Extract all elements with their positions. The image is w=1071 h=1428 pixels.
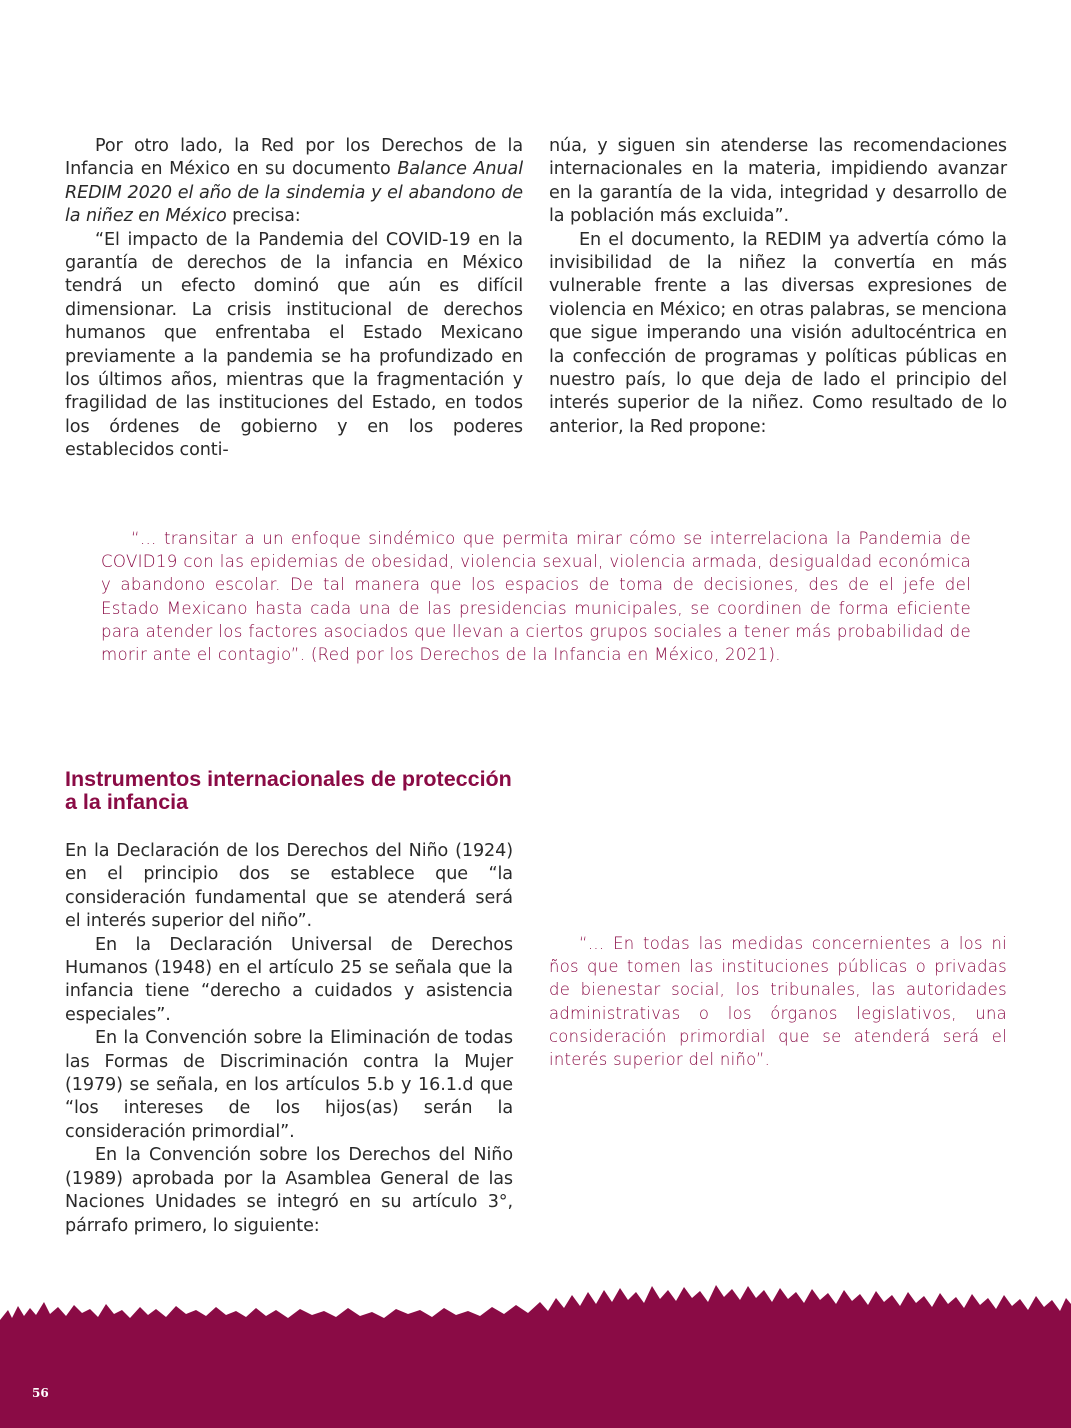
- paragraph-declaration-1948: En la Declaración Universal de Derechos Humanos (1948) en el artículo 25 se señala que la infancia tiene “derecho a cuidados y asistencia especiales”.: [65, 934, 513, 1025]
- quote-redim-text: “… transitar a un enfoque sindémico que permita mirar cómo se interrelaciona la Pandemia de COVID19 con las epidemias de obesidad, violencia sexual, violencia armada, desigualdad económica y abandono escolar. De tal manera que los espacios de toma de decisiones, des de el jefe del Estado Mexicano hasta cada una de las presidencias municipales, se coordinen de forma eficiente para atender los factores asociados que llevan a ciertos grupos sociales a tener más probabilidad de morir ante el contagio”. (Red por los Derechos de la Infancia en México, 2021).: [101, 529, 971, 665]
- page-number: 56: [32, 1386, 49, 1400]
- section-heading: Instrumentos internacionales de protección a la infancia: [65, 767, 512, 814]
- paragraph-continuation: núa, y siguen sin atenderse las recomendaciones internacionales en la materia, impidiendo avanzar en la garantía de la vida, integridad y desarrollo de la población más excluida”.: [549, 136, 1007, 227]
- footer-grass-shape: [0, 1285, 1071, 1428]
- paragraph-declaration-1924: En la Declaración de los Derechos del Niño (1924) en el principio dos se establece que “la consideración fundamental que se atenderá será el interés superior del niño”.: [65, 841, 513, 932]
- block-quote-convention: [549, 932, 1007, 1071]
- block-quote-redim: [101, 527, 971, 666]
- quote-convention-text: “… En todas las medidas concernientes a los ni ños que tomen las instituciones públicas o privadas de bienestar social, los tribunales, las autoridades administrativas o los órganos legislativos, una consideración primordial que se atenderá será el interés superior del niño”.: [549, 934, 1007, 1070]
- paragraph-intro: [65, 135, 523, 229]
- paragraph-redim: En el documento, la REDIM ya advertía cómo la invisibilidad de la niñez la convertía en más vulnerable frente a las diversas expresiones de violencia en México; en otras palabras, se menciona que sigue imperando una visión adultocéntrica en la confección de programas y políticas públicas en nuestro país, lo que deja de lado el principio del interés superior de la niñez. Como resultado de lo anterior, la Red propone:: [549, 229, 1007, 437]
- document-title: Balance Anual REDIM 2020 el año de la sindemia y el abandono de la niñez en México: [65, 159, 523, 227]
- paragraph-convention-1979: En la Convención sobre la Eliminación de todas las Formas de Discriminación contra la Mujer (1979) se señala, en los artículos 5.b y 16.1.d que “los intereses de los hijos(as) serán la consideración primordial”.: [65, 1028, 513, 1142]
- paragraph-convention-1989: En la Convención sobre los Derechos del Niño (1989) aprobada por la Asamblea General de las Naciones Unidades se integró en su artículo 3°, párrafo primero, lo siguiente:: [65, 1145, 513, 1236]
- paragraph-covid-impact: “El impacto de la Pandemia del COVID-19 en la garantía de derechos de la infancia en México tendrá un efecto dominó que aún es difícil dimensionar. La crisis institucional de derechos humanos que enfrentaba el Estado Mexicano previamente a la pandemia se ha profundizado en los últimos años, mientras que la fragmentación y fragilidad de las instituciones del Estado, en todos los órdenes de gobierno y en los poderes establecidos conti-: [65, 229, 523, 461]
- footer-grass-band: [0, 1280, 1071, 1428]
- paragraph-intro-text: Por otro lado, la Red por los Derechos de la Infancia en México en su documento: [65, 136, 523, 180]
- right-column-top: [549, 135, 1007, 439]
- paragraph-intro-end: precisa:: [226, 206, 301, 227]
- left-column-bottom: [65, 840, 513, 1238]
- left-column-top: [65, 135, 523, 463]
